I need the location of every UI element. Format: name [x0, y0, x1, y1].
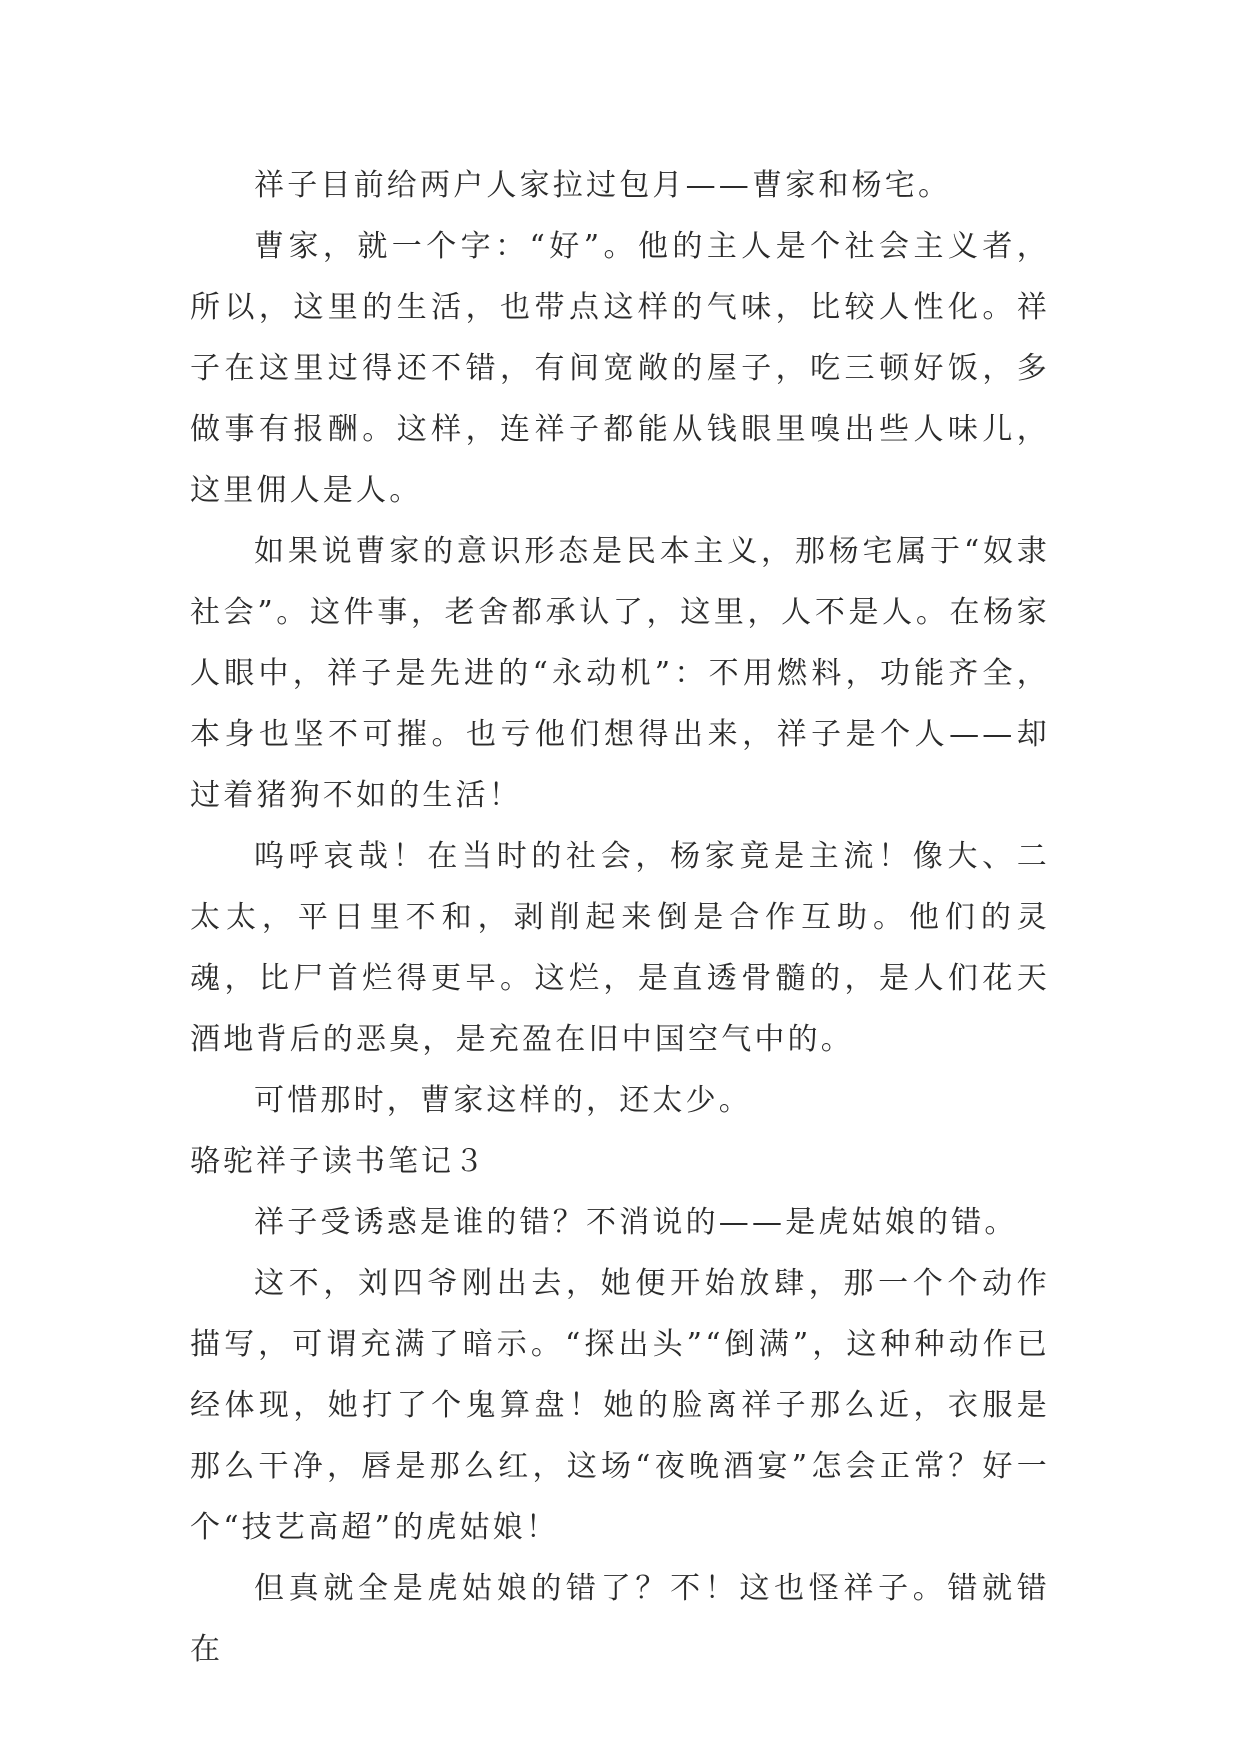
paragraph: 呜呼哀哉！在当时的社会，杨家竟是主流！像大、二太太，平日里不和，剥削起来倒是合作互助。他们的灵魂，比尸首烂得更早。这烂，是直透骨髓的，是人们花天酒地背后的恶臭，是充盈在旧中国空气中的。: [190, 839, 1050, 1057]
paragraph: 这不，刘四爷刚出去，她便开始放肆，那一个个动作描写，可谓充满了暗示。“探出头”“倒满”，这种种动作已经体现，她打了个鬼算盘！她的脸离祥子那么近，衣服是那么干净，唇是那么红，这场“夜晚酒宴”怎会正常？好一个“技艺高超”的虎姑娘！: [190, 1266, 1050, 1545]
document-body: [190, 155, 1050, 1680]
paragraph: 可惜那时，曹家这样的，还太少。: [254, 1083, 752, 1118]
paragraph: 但真就全是虎姑娘的错了？不！这也怪祥子。错就错在: [190, 1571, 1050, 1667]
paragraph: 祥子受诱惑是谁的错？不消说的——是虎姑娘的错。: [254, 1205, 1018, 1240]
section-title: 骆驼祥子读书笔记３: [190, 1144, 487, 1179]
paragraph: 如果说曹家的意识形态是民本主义，那杨宅属于“奴隶社会”。这件事，老舍都承认了，这里，人不是人。在杨家人眼中，祥子是先进的“永动机”：不用燃料，功能齐全，本身也坚不可摧。也亏他们想得出来，祥子是个人——却过着猪狗不如的生活！: [190, 534, 1050, 813]
paragraph: 曹家，就一个字：“好”。他的主人是个社会主义者，所以，这里的生活，也带点这样的气味，比较人性化。祥子在这里过得还不错，有间宽敞的屋子，吃三顿好饭，多做事有报酬。这样，连祥子都能从钱眼里嗅出些人味儿，这里佣人是人。: [190, 229, 1050, 508]
paragraph: 祥子目前给两户人家拉过包月——曹家和杨宅。: [254, 168, 952, 203]
